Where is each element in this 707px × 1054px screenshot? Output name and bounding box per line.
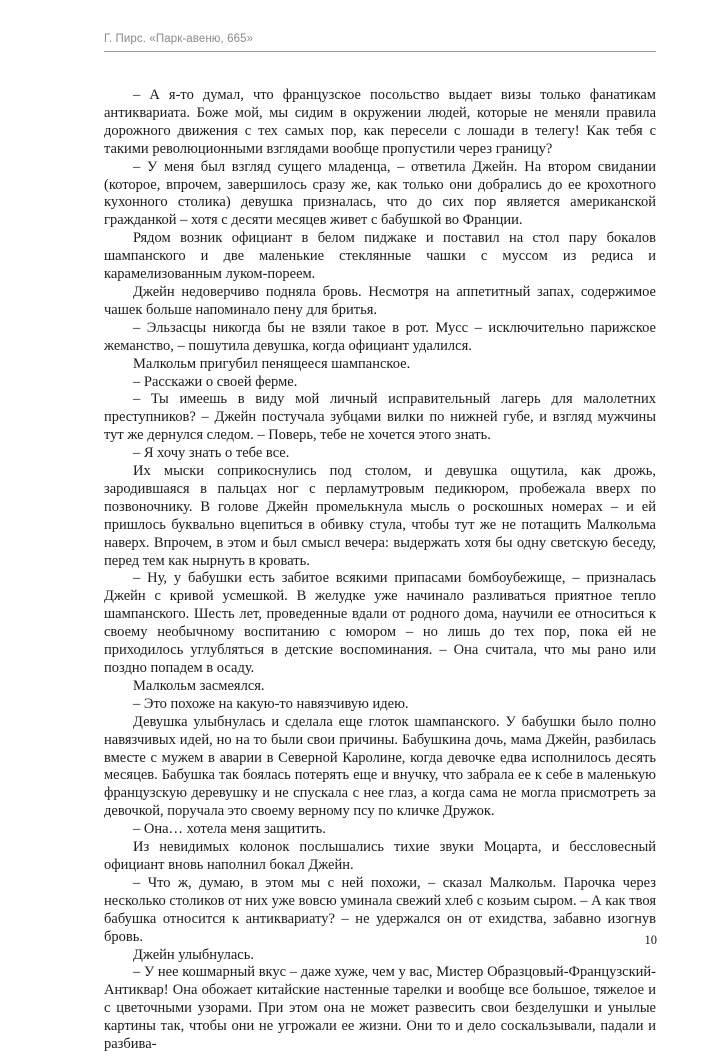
- paragraph: Джейн недоверчиво подняла бровь. Несмотря на аппетитный запах, содержимое чашек больше напоминало пену для бритья.: [104, 283, 656, 318]
- paragraph: – Ты имеешь в виду мой личный исправительный лагерь для малолетних преступников? – Джейн постучала зубцами вилки по нижней губе, и взгляд мужчины тут же дернулся следом. – Поверь, тебе не хочется этого знать.: [104, 391, 656, 444]
- paragraph: – Она… хотела меня защитить.: [133, 821, 326, 838]
- paragraph: – У нее кошмарный вкус – даже хуже, чем у вас, Мистер Образцовый-Французский-Антиквар! Она обожает китайские настенные тарелки и вообще все большое, тяжелое и с цветочными узорами. При этом она не может развесить свои безделушки и унылые картины так, чтобы они не угрожали ее жизни. Они то и дело соскальзывали, падали и разбива-: [104, 964, 656, 1053]
- header-divider: [104, 51, 656, 52]
- paragraph: – У меня был взгляд сущего младенца, – ответила Джейн. На втором свидании (которое, впрочем, завершилось сразу же, как только они добрались до ее крохотного кухонного столика) девушка призналась, что до сих пор является американской гражданкой – хотя с десяти месяцев живет с бабушкой во Франции.: [104, 158, 656, 229]
- paragraph: Малкольм засмеялся.: [133, 677, 265, 694]
- paragraph: Из невидимых колонок послышались тихие звуки Моцарта, и бессловесный официант вновь наполнил бокал Джейн.: [104, 839, 656, 873]
- paragraph: – Эльзасцы никогда бы не взяли такое в рот. Мусс – исключительно парижское жеманство, – пошутила девушка, когда официант удалился.: [104, 319, 656, 354]
- paragraph: – Что ж, думаю, в этом мы с ней похожи, – сказал Малкольм. Парочка через несколько столиков от них уже вовсю уминала свежий хлеб с козьим сыром. – А как твоя бабушка относится к антиквариату? – не удержался он от ехидства, забавно изогнув бровь.: [104, 874, 656, 945]
- body-text: [104, 87, 656, 1054]
- paragraph: Их мыски соприкоснулись под столом, и девушка ощутила, как дрожь, зародившаяся в пальцах ног с перламутровым педикюром, пробежала вверх по позвоночнику. В голове Джейн промелькнула мысль о роскошных номерах – и ей пришлось буквально вцепиться в обивку стула, чтобы тут же не потащить Малкольма наверх. Впрочем, в этом и был смысл вечера: выдержать хотя бы одну светскую беседу, перед тем как нырнуть в кровать.: [104, 463, 656, 569]
- paragraph: – Я хочу знать о тебе все.: [133, 445, 290, 462]
- running-header: Г. Пирс. «Парк-авеню, 665»: [104, 33, 254, 45]
- paragraph: Рядом возник официант в белом пиджаке и поставил на стол пару бокалов шампанского и две маленькие стеклянные чашки с муссом из редиса и карамелизованным луком-пореем.: [104, 230, 656, 283]
- page-number: 10: [644, 933, 657, 947]
- paragraph: – Это похоже на какую-то навязчивую идею.: [133, 695, 409, 712]
- paragraph: – А я-то думал, что французское посольство выдает визы только фанатикам антиквариата. Боже мой, мы сидим в окружении людей, которые не меняли правила дорожного движения с тех самых пор, как пересели с лошади в телегу! Как тебя с такими революционными взглядами вообще пропустили через границу?: [104, 87, 656, 157]
- paragraph: – Ну, у бабушки есть забитое всякими припасами бомбоубежище, – призналась Джейн с кривой усмешкой. В желудке уже начинало разливаться приятное тепло шампанского. Шесть лет, проведенные вдали от родного дома, научили ее относиться к своему необычному воспитанию с юмором – но лишь до тех пор, пока ей не приходилось углубляться в детские воспоминания. – Она считала, что мы рано или поздно попадем в осаду.: [104, 570, 656, 676]
- paragraph: Малкольм пригубил пенящееся шампанское.: [133, 355, 411, 372]
- paragraph: – Расскажи о своей ферме.: [133, 373, 298, 390]
- paragraph: Девушка улыбнулась и сделала еще глоток шампанского. У бабушки было полно навязчивых идей, но на то были свои причины. Бабушкина дочь, мама Джейн, разбилась вместе с мужем в аварии в Северной Каролине, когда девочке едва исполнилось десять месяцев. Бабушка так боялась потерять еще и внучку, что забрала ее к себе в маленькую французскую деревушку и не спускала с нее глаз, а когда сама не могла присмотреть за девочкой, поручала это своему верному псу по кличке Дружок.: [104, 713, 656, 820]
- paragraph: Джейн улыбнулась.: [133, 946, 254, 963]
